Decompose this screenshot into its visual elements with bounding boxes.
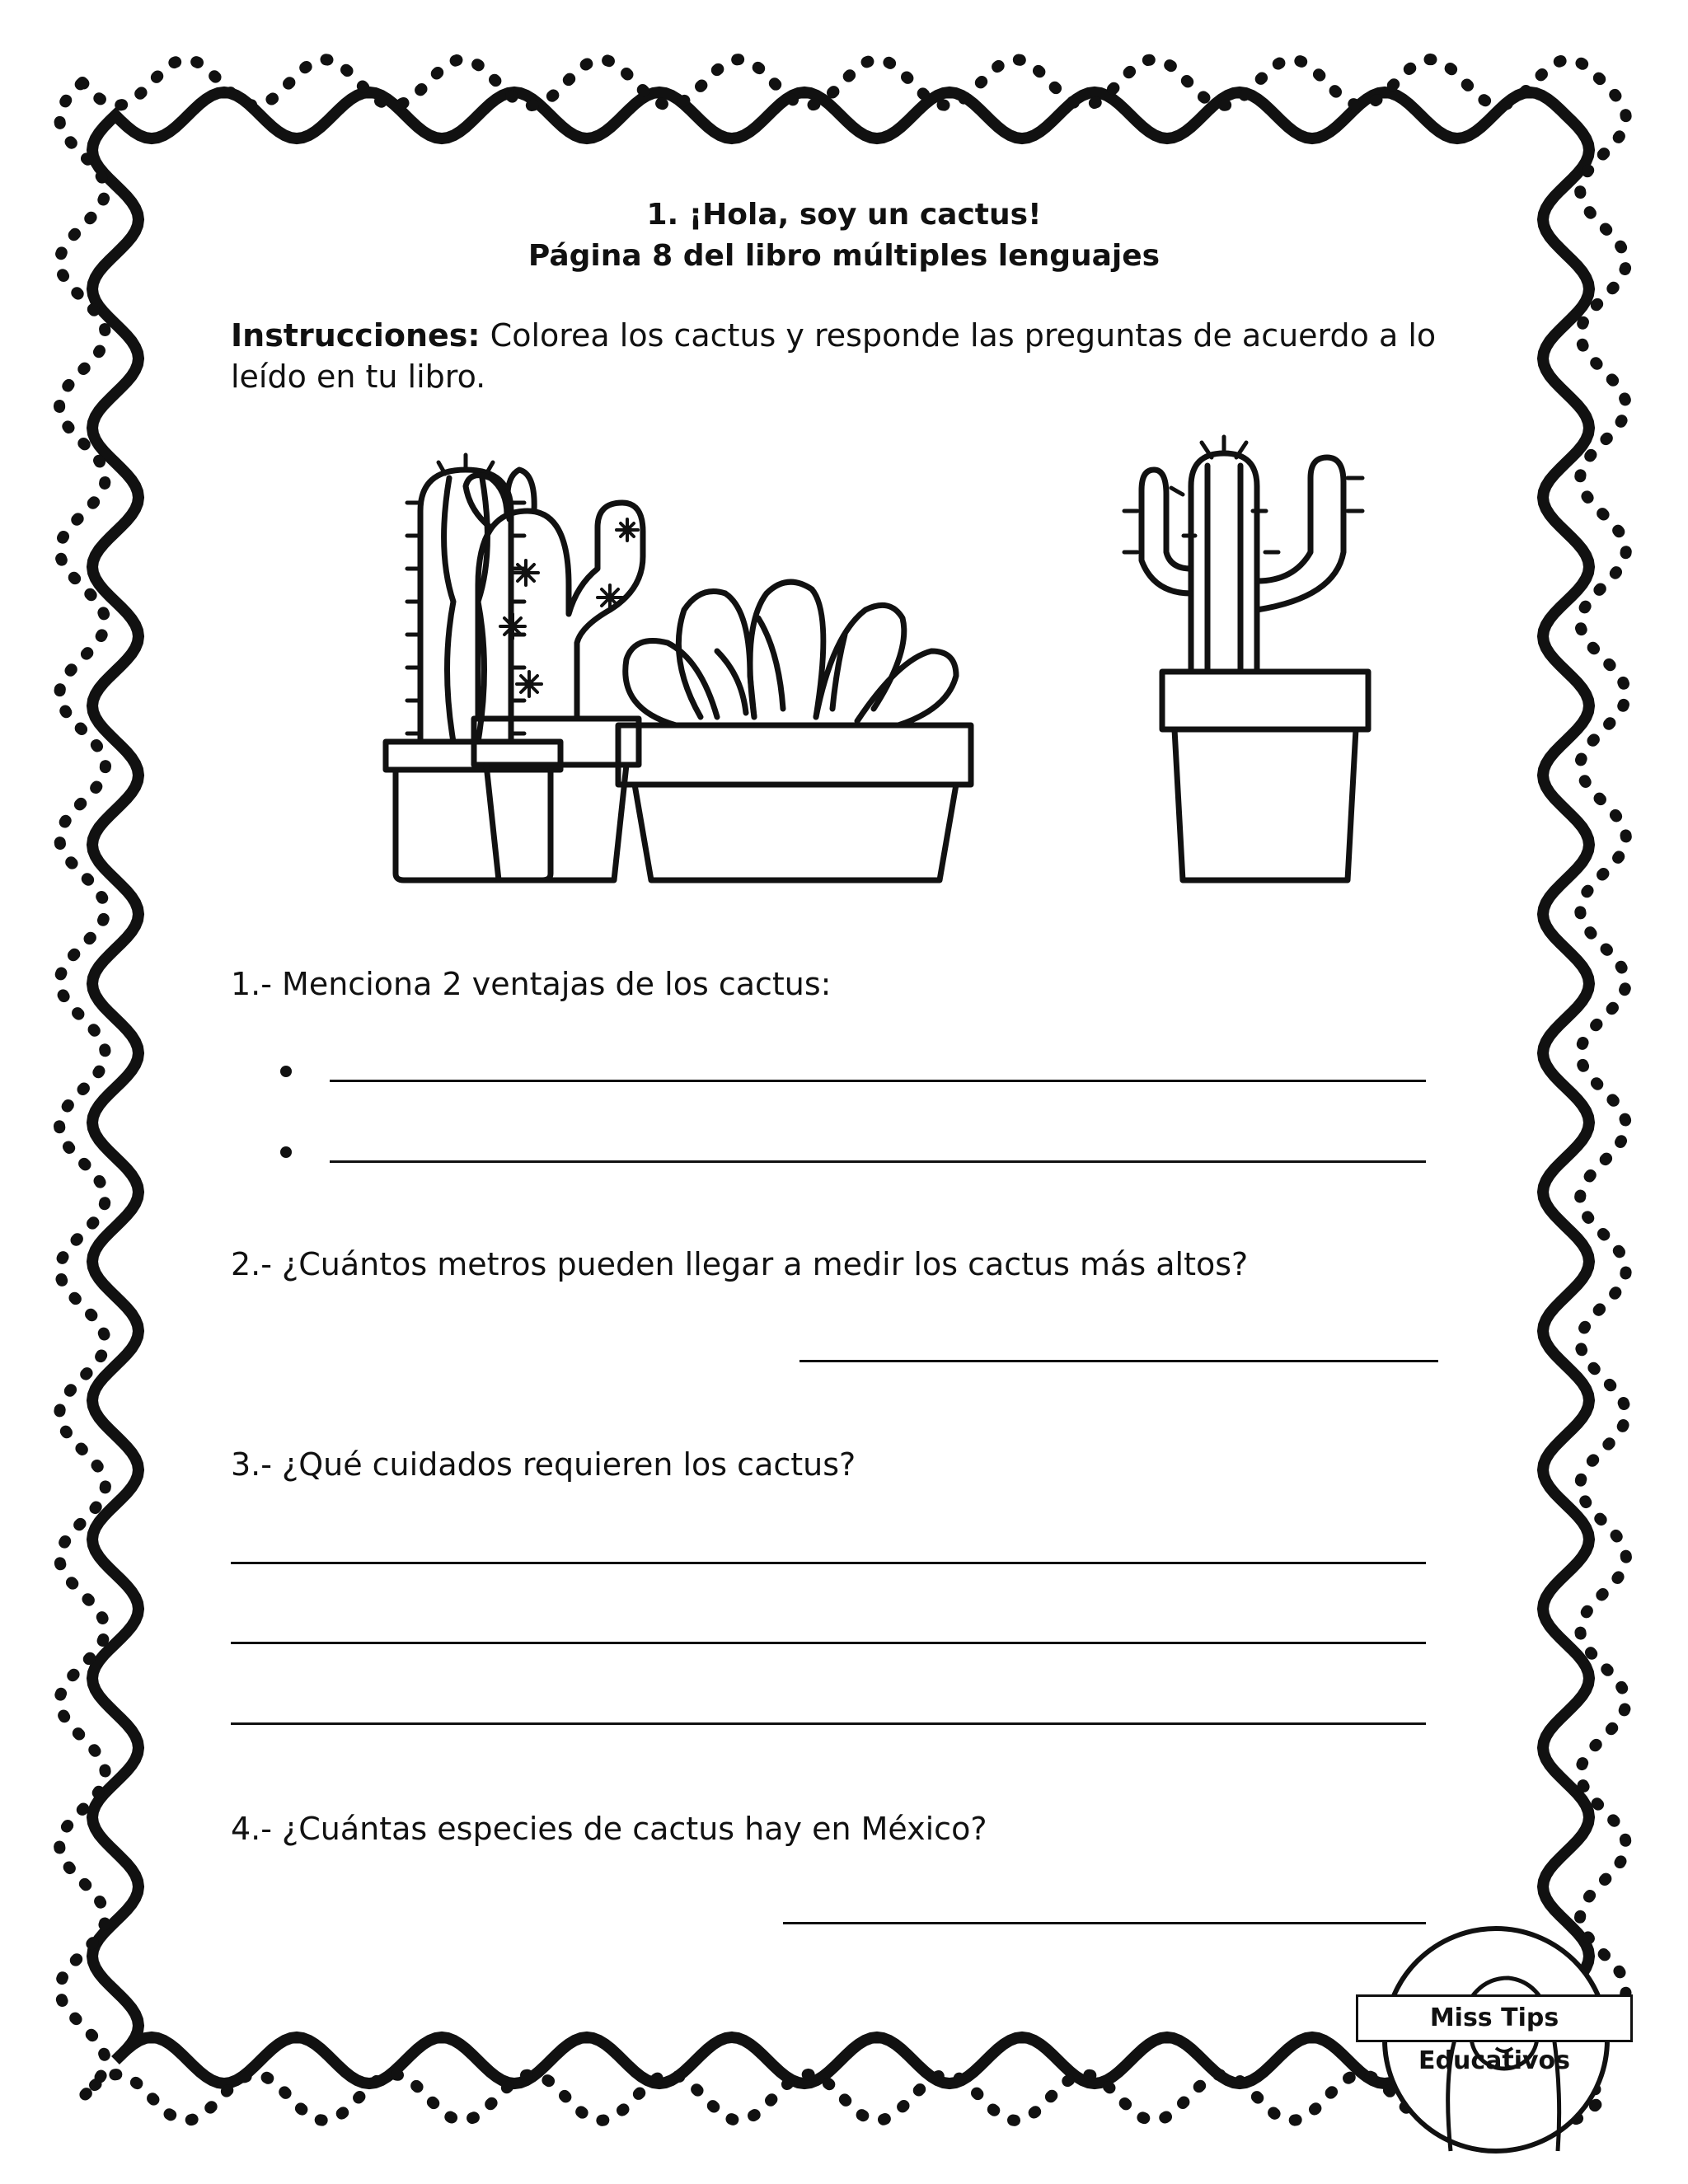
page-title: 1. ¡Hola, soy un cactus! (646, 198, 1042, 232)
instructions-label: Instrucciones: (231, 317, 481, 354)
logo-label: Miss Tips Educativos (1356, 1994, 1633, 2042)
page-subtitle: Página 8 del libro múltiples lenguajes (528, 239, 1160, 273)
answer-line[interactable] (231, 1562, 1426, 1564)
cactus-illustration (371, 387, 1426, 898)
instructions-text: Colorea los cactus y responde las preguntas de acuerdo a lo leído en tu libro. (231, 317, 1437, 395)
answer-line[interactable] (330, 1160, 1426, 1163)
question-1: 1.- Menciona 2 ventajas de los cactus: (231, 966, 832, 1002)
pot-3 (618, 725, 971, 880)
succulent (626, 582, 956, 725)
answer-line[interactable] (783, 1922, 1426, 1924)
question-2: 2.- ¿Cuántos metros pueden llegar a medir los cactus más altos? (231, 1246, 1249, 1282)
cactus-arms (466, 470, 643, 719)
answer-line[interactable] (330, 1080, 1426, 1082)
question-3: 3.- ¿Qué cuidados requieren los cactus? (231, 1446, 856, 1483)
instructions (231, 315, 1451, 397)
pot-4 (1162, 672, 1368, 880)
cactus-saguaro (1124, 437, 1362, 672)
bullet-point (280, 1066, 292, 1077)
bullet-point (280, 1146, 292, 1158)
answer-line[interactable] (231, 1722, 1426, 1725)
answer-line[interactable] (799, 1360, 1438, 1362)
answer-line[interactable] (231, 1642, 1426, 1644)
question-4: 4.- ¿Cuántas especies de cactus hay en México? (231, 1811, 987, 1847)
